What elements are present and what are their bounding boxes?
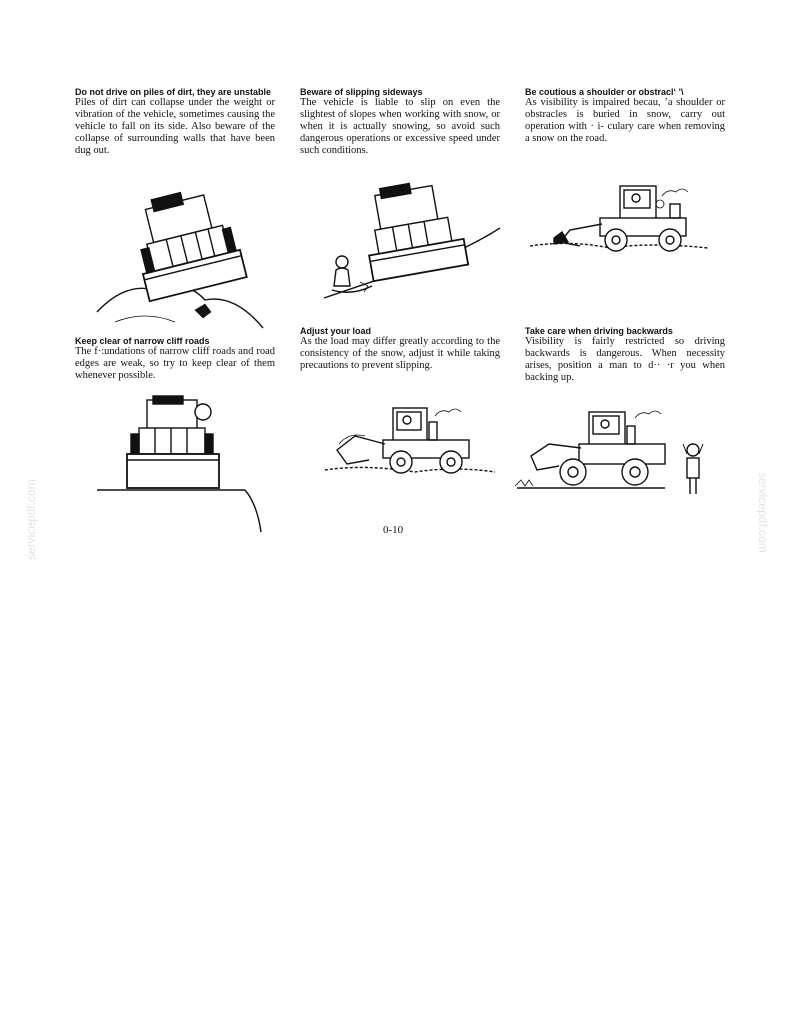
section-body: The vehicle is liable to slip on even the slightest of slopes when working with snow, or when it is actually snowing, so avoid such dangerous operations or excessive speed under such conditions.: [300, 97, 500, 156]
loader-with-snow-bucket-illustration: [325, 400, 500, 490]
section-heading: Adjust your load: [300, 326, 372, 336]
section-dirt-piles: [75, 87, 275, 157]
section-body: Piles of dirt can collapse under the weight or vibration of the vehicle, sometimes causing the vehicle to fall on its side. Also beware of the collapse of surrounding walls that have been dug out.: [75, 97, 275, 156]
loader-clearing-snow-illustration: [530, 178, 710, 268]
watermark-left: servicepdf.com: [24, 479, 38, 560]
section-heading: Do not drive on piles of dirt, they are unstable: [75, 87, 272, 97]
loader-on-slope-with-man-illustration: [322, 178, 502, 308]
section-driving-backwards: [525, 326, 725, 384]
section-heading: Keep clear of narrow cliff roads: [75, 336, 210, 346]
loader-reversing-with-signalman-illustration: [515, 400, 715, 500]
page-number: 0-10: [383, 524, 404, 536]
watermark-right: servicepdf.com: [756, 472, 770, 553]
section-shoulder-obstacles: [525, 87, 725, 145]
section-heading: Beware of slipping sideways: [300, 87, 423, 97]
section-body: As visibility is impaired becau, ’a shoulder or obstracles is buried in snow, carry out operation with · i- culary care when removing a snow on the road.: [525, 97, 725, 144]
loader-on-dirt-pile-illustration: [95, 182, 265, 332]
section-body: Visibility is fairly restricted so driving backwards is dangerous. When necessity arises, position a man to d·· ·r you when backing up.: [525, 336, 725, 383]
loader-at-cliff-edge-illustration: [95, 394, 270, 534]
section-slipping-sideways: [300, 87, 500, 157]
section-heading: Be coutious a shoulder or obstracl‘ ’\: [525, 87, 684, 97]
section-heading: Take care when driving backwards: [525, 326, 673, 336]
section-body: The f·:undations of narrow cliff roads and road edges are weak, so try to keep clear of them whenever possible.: [75, 346, 275, 381]
section-narrow-cliff-roads: [75, 336, 275, 382]
section-adjust-load: [300, 326, 500, 372]
section-body: As the load may differ greatly according to the consistency of the snow, adjust it while taking precautions to prevent slipping.: [300, 336, 500, 371]
